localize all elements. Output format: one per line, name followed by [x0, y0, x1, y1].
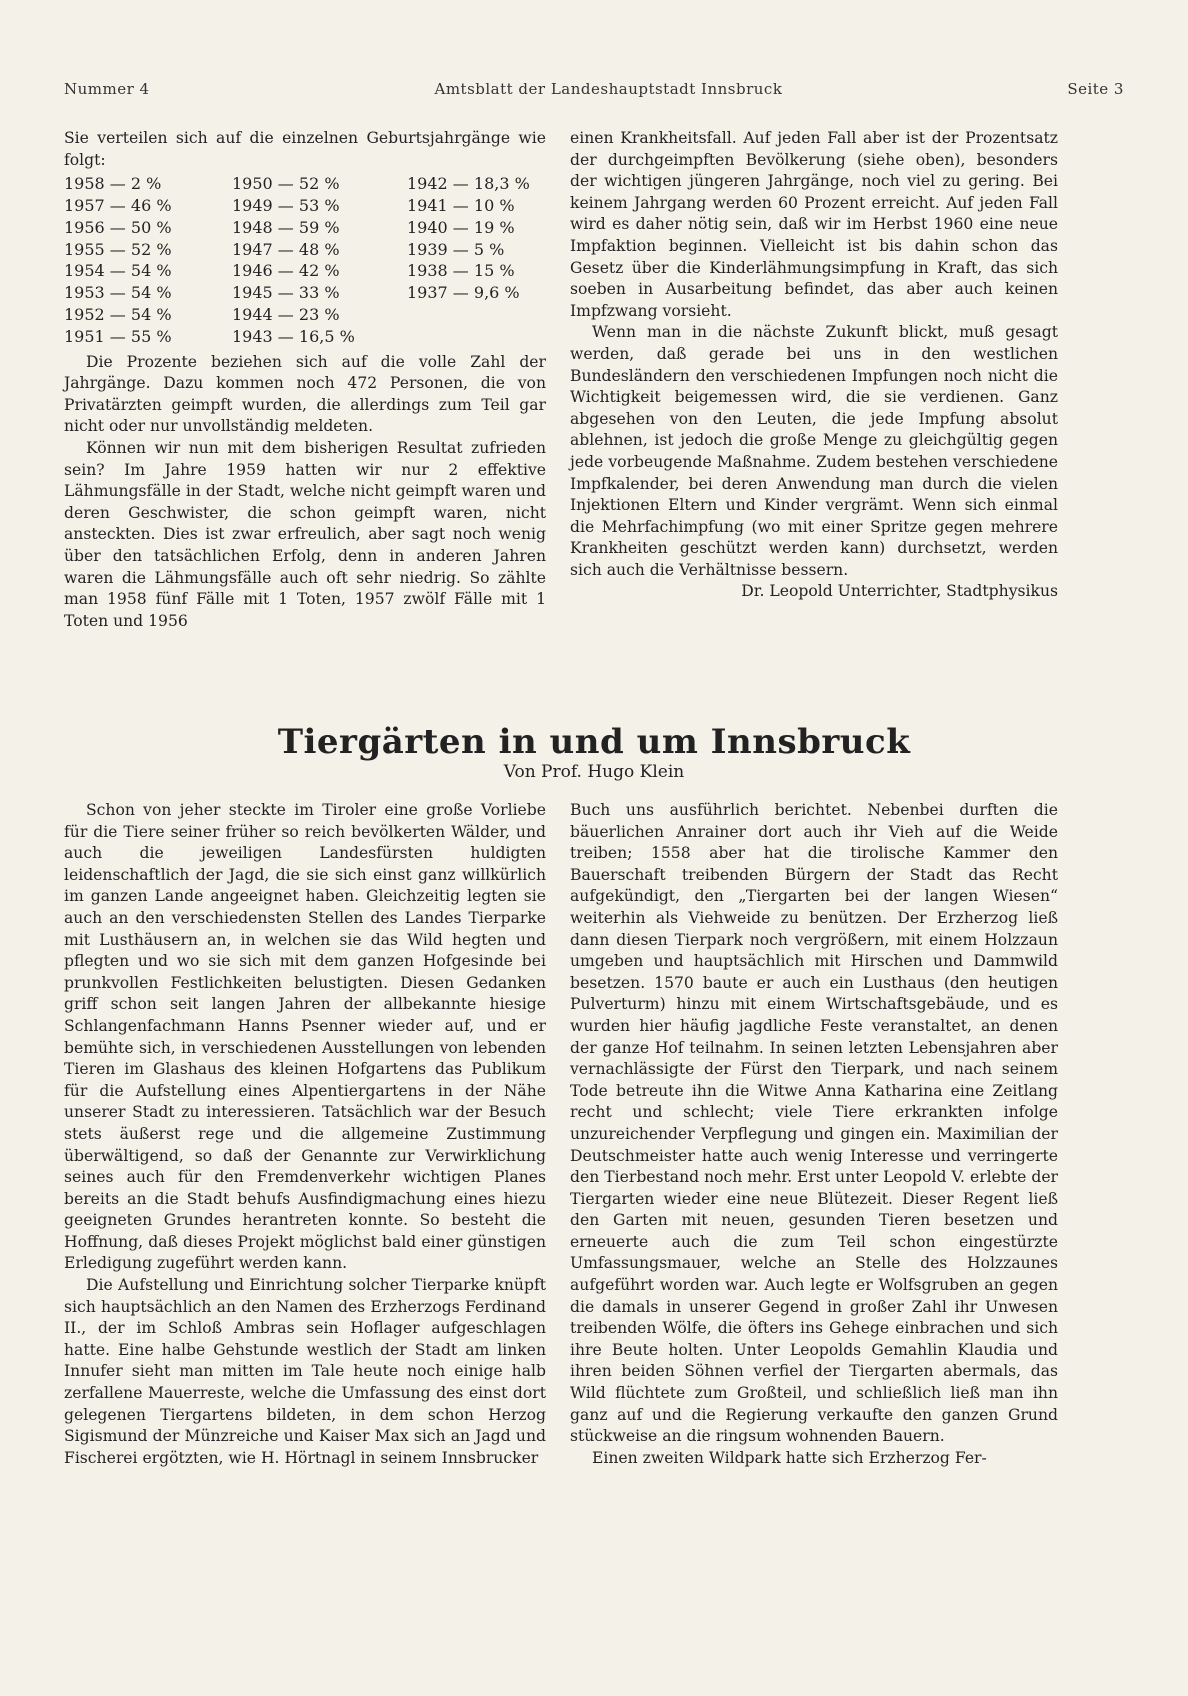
- paragraph: Können wir nun mit dem bisherigen Resultat zufrieden sein? Im Jahre 1959 hatten wir nur 2 effektive Lähmungsfälle in der Stadt, welche nicht geimpft waren und deren Geschwister, die schon geimpft waren, nicht ansteckten. Dies ist zwar erfreulich, aber sagt noch wenig über den tatsächlichen Erfolg, denn in anderen Jahren waren die Lähmungsfälle auch oft sehr niedrig. So zählte man 1958 fünf Fälle mit 1 Toten, 1957 zwölf Fälle mit 1 Toten und 1956: [64, 438, 546, 630]
- stat-cell: 1953 — 54 %: [64, 283, 172, 303]
- stat-cell: 1956 — 50 %: [64, 217, 172, 237]
- stat-cell: 1942 — 18,3 %: [407, 174, 530, 194]
- paragraph: Die Prozente beziehen sich auf die volle Zahl der Jahrgänge. Dazu kommen noch 472 Personen, die von Privatärzten geimpft wurden, die allerdings zum Teil gar nicht oder nur unvollständig meldeten.: [64, 352, 546, 436]
- stat-cell: 1939 — 5 %: [407, 239, 505, 259]
- publication-title: Amtsblatt der Landeshauptstadt Innsbruck: [434, 80, 783, 98]
- running-head: [64, 80, 1124, 98]
- stat-cell: 1940 — 19 %: [407, 217, 515, 237]
- stats-intro: Sie verteilen sich auf die einzelnen Geburtsjahrgänge wie folgt:: [64, 129, 546, 169]
- paragraph: Schon von jeher steckte im Tiroler eine große Vorliebe für die Tiere seiner früher so reich bevölkerten Wälder, und auch die jeweiligen Landesfürsten huldigten leidenschaftlich der Jagd, die sie sich einst ganz willkürlich im ganzen Lande angeeignet haben. Gleichzeitig legten sie auch an den verschiedensten Stellen des Landes Tierparke mit Lusthäusern an, in welchen sie das Wild hegten und pflegten und wo sie sich mit dem ganzen Hofgesinde bei prunkvollen Festlichkeiten belustigten. Diesen Gedanken griff schon seit langen Jahren der allbekannte hiesige Schlangenfachmann Hanns Psenner wieder auf, und er bemühte sich, in verschiedenen Ausstellungen von lebenden Tieren im Glashaus des kleinen Hofgartens das Publikum für die Aufstellung eines Alpentiergartens in der Nähe unserer Stadt zu interessieren. Tatsächlich war der Besuch stets äußerst rege und die allgemeine Zustimmung überwältigend, so daß der Genannte zur Verwirklichung seines auch für den Fremdenverkehr wichtigen Planes bereits an die Stadt behufs Ausfindigmachung eines hiezu geeigneten Grundes herantreten konnte. So besteht die Hoffnung, daß dieses Projekt möglichst bald einer günstigen Erledigung zugeführt werden kann.: [64, 801, 546, 1273]
- paragraph: Wenn man in die nächste Zukunft blickt, muß gesagt werden, daß gerade bei uns in den westlichen Bundesländern den verschiedenen Impfungen noch nicht die Wichtigkeit beigemessen wird, die sie verdienen. Ganz abgesehen von den Leuten, die jede Impfung absolut ablehnen, ist jedoch die große Menge zu gleichgültig gegen jede vorbeugende Maßnahme. Zudem bestehen verschiedene Impfkalender, bei deren Anwendung man durch die vielen Injektionen Eltern und Kinder vergrämt. Wenn sich einmal die Mehrfachimpfung (wo mit einer Spritze gegen mehrere Krankheiten geschützt werden kann) durchsetzt, werden sich auch die Verhältnisse bessern.: [570, 323, 1058, 579]
- stat-cell: 1947 — 48 %: [232, 239, 340, 259]
- paragraph: einen Krankheitsfall. Auf jeden Fall aber ist der Prozentsatz der durchgeimpften Bevölkerung (siehe oben), besonders der wichtigen jüngeren Jahrgänge, noch viel zu gering. Bei keinem Jahrgang werden 60 Prozent erreicht. Auf jeden Fall wird es daher nötig sein, daß wir im Herbst 1960 eine neue Impfaktion beginnen. Vielleicht ist bis dahin schon das Gesetz über die Kinderlähmungsimpfung in Kraft, das sich soeben in Ausarbeitung befindet, das aber auch keinen Impfzwang vorsieht.: [570, 129, 1058, 320]
- stat-cell: 1946 — 42 %: [232, 261, 340, 281]
- issue-number: Nummer 4: [64, 80, 150, 98]
- paragraph: Buch uns ausführlich berichtet. Nebenbei durften die bäuerlichen Anrainer dort auch ihr Vieh auf die Weide treiben; 1558 aber hat die tirolische Kammer den Bauerschaft treibenden Bürgern der Stadt das Recht aufgekündigt, den „Tiergarten bei der langen Wiesen“ weiterhin als Viehweide zu benützen. Der Erzherzog ließ dann diesen Tierpark noch vergrößern, mit einem Holzzaun umgeben und hauptsächlich mit Hirschen und Dammwild besetzen. 1570 baute er auch ein Lusthaus (den heutigen Pulverturm) hinzu mit einem Wirtschaftsgebäude, und es wurden hier häufig jagdliche Feste veranstaltet, an denen der ganze Hof teilnahm. In seinen letzten Lebensjahren aber vernachlässigte der Fürst den Tierpark, und nach seinem Tode betreute ihn die Witwe Anna Katharina eine Zeitlang recht und schlecht; viele Tiere erkrankten infolge unzureichender Verpflegung und gingen ein. Maximilian der Deutschmeister hatte auch wenig Interesse und verringerte den Tierbestand noch mehr. Erst unter Leopold V. erlebte der Tiergarten wieder eine neue Blütezeit. Dieser Regent ließ den Garten mit neuen, gesunden Tieren besetzen und erneuerte auch die zum Teil schon eingestürzte Umfassungsmauer, welche an Stelle des Holzzaunes aufgeführt worden war. Auch legte er Wolfsgruben an gegen die damals in unserer Gegend in großer Zahl ihr Unwesen treibenden Wölfe, die öfters ins Gehege einbrachen und sich ihre Beute holten. Unter Leopolds Gemahlin Klaudia und ihren beiden Söhnen verfiel der Tiergarten abermals, das Wild flüchtete zum Großteil, und schließlich ließ man ihn ganz auf und die Regierung verkaufte den ganzen Grund stückweise an die ringsum wohnenden Bauern.: [570, 801, 1058, 1446]
- article-title: Tiergärten in und um Innsbruck: [277, 722, 911, 762]
- stat-cell: 1954 — 54 %: [64, 261, 172, 281]
- stat-cell: 1948 — 59 %: [232, 217, 340, 237]
- stat-cell: [407, 326, 557, 348]
- stat-cell: 1958 — 2 %: [64, 174, 162, 194]
- stat-cell: 1957 — 46 %: [64, 195, 172, 215]
- column-2: [570, 128, 1058, 603]
- stat-cell: 1937 — 9,6 %: [407, 283, 520, 303]
- stat-cell: 1952 — 54 %: [64, 304, 172, 324]
- column-1: [64, 128, 546, 632]
- stat-cell: 1943 — 16,5 %: [232, 326, 355, 346]
- vaccination-stats-table: [64, 173, 546, 347]
- column-3: [64, 800, 546, 1469]
- author-signature: Dr. Leopold Unterrichter, Stadtphysikus: [741, 582, 1058, 601]
- stat-cell: 1945 — 33 %: [232, 283, 340, 303]
- paragraph: Einen zweiten Wildpark hatte sich Erzherzog Fer-: [592, 1448, 987, 1467]
- column-4: [570, 800, 1058, 1469]
- stat-cell: 1941 — 10 %: [407, 195, 515, 215]
- article-byline: Von Prof. Hugo Klein: [503, 762, 685, 782]
- stat-cell: 1938 — 15 %: [407, 261, 515, 281]
- page-number: Seite 3: [1067, 80, 1124, 98]
- stat-cell: 1949 — 53 %: [232, 195, 340, 215]
- stat-cell: 1950 — 52 %: [232, 174, 340, 194]
- stat-cell: 1944 — 23 %: [232, 304, 340, 324]
- stat-cell: [407, 304, 557, 326]
- stat-cell: 1951 — 55 %: [64, 326, 172, 346]
- paragraph: Die Aufstellung und Einrichtung solcher Tierparke knüpft sich hauptsächlich an den Namen des Erzherzogs Ferdinand II., der im Schloß Ambras sein Hoflager aufgeschlagen hatte. Eine halbe Gehstunde westlich der Stadt am linken Innufer sieht man mitten im Tale heute noch einige halb zerfallene Mauerreste, welche die Umfassung des einst dort gelegenen Tiergartens bildeten, in dem schon Herzog Sigismund der Münzreiche und Kaiser Max sich an Jagd und Fischerei ergötzten, wie H. Hörtnagl in seinem Innsbrucker: [64, 1276, 546, 1467]
- stat-cell: 1955 — 52 %: [64, 239, 172, 259]
